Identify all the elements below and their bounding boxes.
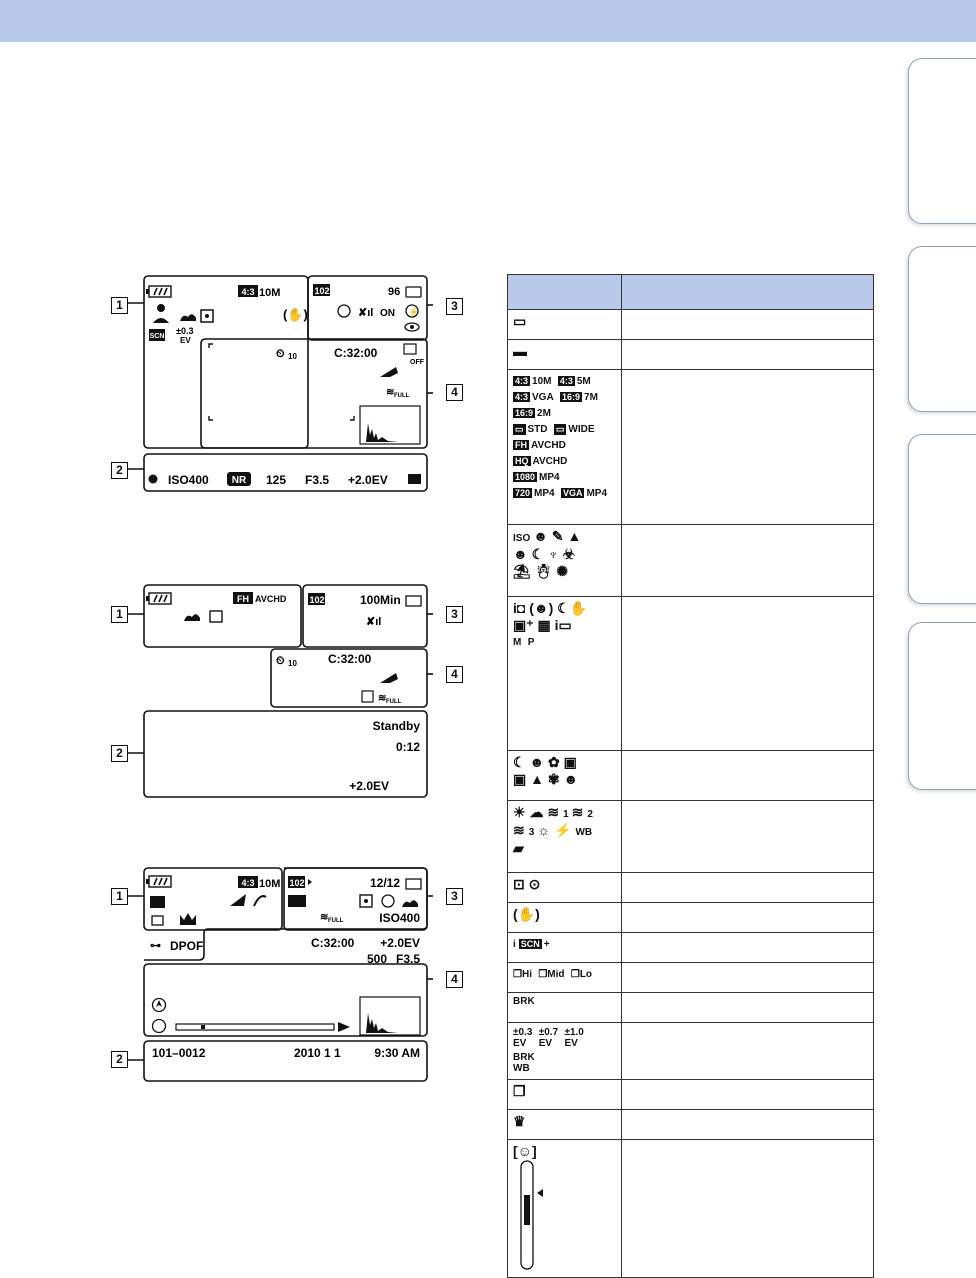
aperture-value: F3.5 <box>305 473 330 487</box>
callout-1: 1 <box>111 297 128 314</box>
crown-icon: ♛ <box>508 1110 622 1140</box>
callout-2: 2 <box>111 462 128 479</box>
callout-2b: 2 <box>111 745 128 762</box>
timecode: C:32:00 <box>334 346 378 360</box>
internal-memory-icon: ≋ <box>386 387 395 398</box>
airplane-icon <box>380 673 398 683</box>
af-range-icon <box>408 474 421 484</box>
svg-text:FULL: FULL <box>394 393 410 399</box>
scene-recognition-icons: ☾ ☻ ✿ ▣ ▣ ▲ ✾ ☻ <box>508 751 622 801</box>
play-icon <box>338 1022 350 1032</box>
cloudy-icon <box>180 314 196 321</box>
iso-value: ISO400 <box>168 473 209 487</box>
icon-legend-table <box>507 274 874 1278</box>
table-row <box>508 310 874 340</box>
callout-4b: 4 <box>446 666 463 683</box>
table-row <box>508 873 874 903</box>
exposure-value: +2.0EV <box>348 473 388 487</box>
dpof-label: DPOF <box>170 939 204 953</box>
table-row <box>508 903 874 933</box>
scene-icon <box>288 895 306 907</box>
svg-text:SCN: SCN <box>149 333 165 340</box>
gps-icon <box>338 305 350 317</box>
timecode: C:32:00 <box>311 936 355 950</box>
remaining-count: 96 <box>388 286 401 298</box>
svg-text:FULL: FULL <box>328 918 344 924</box>
shooting-mode-icons: i◘ (☻) ☾✋ ▣⁺ ▦ i▭ M P <box>508 597 622 751</box>
svg-text:⚡: ⚡ <box>408 307 420 317</box>
steady-shot-icon: (✋) <box>283 307 308 322</box>
brightness-icon <box>230 894 246 906</box>
callout-1c: 1 <box>111 888 128 905</box>
svg-text:FULL: FULL <box>386 699 402 705</box>
table-row <box>508 597 874 751</box>
protect-icon: ⊶ <box>150 940 161 952</box>
header-bar <box>0 0 976 42</box>
screen-playback <box>108 865 433 1085</box>
recording-time: 0:12 <box>395 740 420 754</box>
metering-icons: ⊡ ⊙ <box>508 873 622 903</box>
table-row <box>508 1110 874 1140</box>
side-tab-2[interactable] <box>908 246 976 412</box>
svg-text:10: 10 <box>288 352 297 361</box>
wind-filter-icon <box>362 691 373 702</box>
svg-text:FH: FH <box>237 594 249 604</box>
shutter-speed: 500 <box>367 952 388 966</box>
battery-empty-icon: ▬ <box>513 343 527 359</box>
table-row <box>508 340 874 370</box>
memory-card-icon <box>406 287 421 297</box>
crown-icon <box>180 913 196 925</box>
callout-1b: 1 <box>111 606 128 623</box>
ev-bracket-unit: EV <box>180 336 191 345</box>
svg-text:102: 102 <box>289 878 305 888</box>
side-tab-4[interactable] <box>908 622 976 790</box>
burst-icon: ❐ <box>508 1080 622 1110</box>
battery-icon <box>146 286 171 297</box>
legend-header-display <box>508 275 622 310</box>
side-tab-3[interactable] <box>908 434 976 604</box>
table-row <box>508 801 874 873</box>
file-number: 101–0012 <box>152 1046 206 1060</box>
callout-3c: 3 <box>446 888 463 905</box>
svg-text:102: 102 <box>314 286 330 296</box>
bracket-label: BRK <box>508 993 622 1023</box>
callout-3: 3 <box>446 298 463 315</box>
internal-memory-icon: ≋ <box>320 912 329 923</box>
smile-shutter-icon <box>404 344 416 354</box>
table-row <box>508 1140 874 1278</box>
table-row <box>508 751 874 801</box>
ev-bracket-value: ±0.3 <box>176 326 194 336</box>
table-row <box>508 933 874 963</box>
status-standby: Standby <box>372 719 420 733</box>
cloudy-icon <box>402 900 418 907</box>
callout-2c: 2 <box>111 1051 128 1068</box>
aperture-value: F3.5 <box>395 952 420 966</box>
multi-metering-icon <box>210 611 222 622</box>
cloudy-icon <box>184 614 200 621</box>
size-label: 10M <box>259 878 281 890</box>
gps-signal-icon: ✘ıl <box>358 307 374 319</box>
area-1-box <box>144 276 308 448</box>
callout-3b: 3 <box>446 606 463 623</box>
white-balance-icons: ☀ ☁ ≋ 1 ≋ 2 ≋ 3 ☼ ⚡ WB ▰ <box>508 801 622 873</box>
portrait-icon <box>157 304 165 312</box>
smile-sensitivity-bar <box>513 1159 553 1271</box>
image-size-icons: 4:3 10M 4:3 5M 4:3 VGA 16:9 7M 16:9 2M ▭ STD ▭ WIDE FH AVCHD HQ AVCHD 1080 MP4 720 MP4 VGA MP4 <box>508 370 622 525</box>
screen-still-shooting <box>108 273 433 495</box>
tone-icon <box>254 896 266 906</box>
flash-off-icon <box>382 895 394 907</box>
record-date: 2010 1 1 <box>294 1046 341 1060</box>
exposure-value: +2.0EV <box>349 779 389 793</box>
recording-dot <box>149 475 158 484</box>
ratio-label: 4:3 <box>241 287 255 297</box>
svg-text:OFF: OFF <box>410 359 424 366</box>
screen-movie-shooting <box>108 583 433 801</box>
table-row <box>508 963 874 993</box>
smile-icon: [☺] <box>513 1143 537 1159</box>
self-timer-icon: ⏲ <box>276 348 285 360</box>
size-label: 10M <box>259 287 281 299</box>
record-time: 9:30 AM <box>374 1046 420 1060</box>
ev-bracket-icons: ±0.3 EV ±0.7 EV ±1.0 EV BRK WB <box>508 1023 622 1080</box>
airplane-icon <box>380 367 398 377</box>
playback-mode-icon <box>150 896 165 908</box>
svg-text:4:3: 4:3 <box>241 878 255 888</box>
playback-bar <box>176 1024 334 1030</box>
memory-card-icon <box>406 596 421 606</box>
scn-plus-icon: i SCN + <box>508 933 622 963</box>
burst-speed-icons: ❐Hi ❐Mid ❐Lo <box>508 963 622 993</box>
table-row <box>508 993 874 1023</box>
svg-text:102: 102 <box>309 595 325 605</box>
callout-4c: 4 <box>446 971 463 988</box>
screen-still-diagram <box>108 273 433 495</box>
image-count: 12/12 <box>370 876 401 890</box>
smile-sensitivity-indicator <box>508 1140 622 1278</box>
exposure-value: +2.0EV <box>380 936 420 950</box>
table-row <box>508 525 874 597</box>
table-row <box>508 370 874 525</box>
internal-memory-icon: ≋ <box>378 693 387 704</box>
timecode: C:32:00 <box>328 652 372 666</box>
screen-movie-diagram <box>108 583 433 801</box>
legend-header-row <box>508 275 874 310</box>
svg-text:10: 10 <box>288 659 297 668</box>
screen-playback-diagram <box>108 865 433 1085</box>
scene-icons: ISO ☻ ✎ ▲ ☻ ☾ ♆ ☣ ⛱ ☃ ✺ <box>508 525 622 597</box>
face-detect-icon: ON <box>380 308 395 319</box>
iso-value: ISO400 <box>379 911 420 925</box>
svg-text:NR: NR <box>231 475 247 486</box>
self-timer-icon: ⏲ <box>276 655 285 667</box>
legend-header-indication <box>622 275 874 310</box>
shutter-speed: 125 <box>266 473 287 487</box>
side-tab-1[interactable] <box>908 58 976 224</box>
burst-icon <box>152 916 163 925</box>
dial-icon <box>153 1020 166 1033</box>
table-row <box>508 1023 874 1080</box>
table-row <box>508 1080 874 1110</box>
callout-4: 4 <box>446 384 463 401</box>
remaining-time: 100Min <box>360 593 401 607</box>
battery-icon: ▭ <box>513 313 527 329</box>
gps-signal-icon: ✘ıl <box>366 616 382 628</box>
memory-card-icon <box>406 879 421 889</box>
steady-shot-icon: (✋) <box>508 903 622 933</box>
codec-label: AVCHD <box>255 594 287 604</box>
